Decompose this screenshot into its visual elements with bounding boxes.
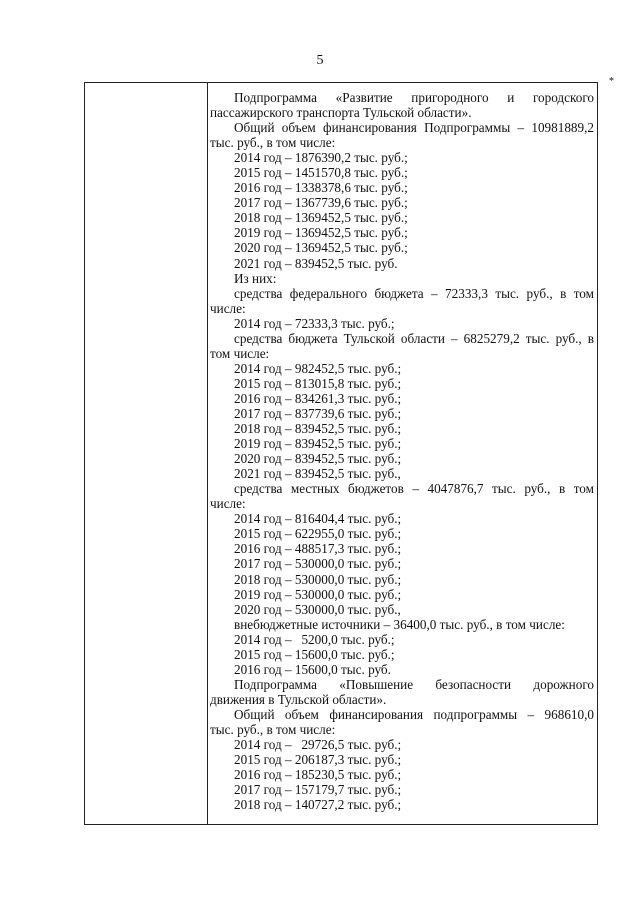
- text-line: тыс. руб., в том числе:: [210, 721, 336, 737]
- text-line: 2015 год – 813015,8 тыс. руб.;: [234, 375, 402, 391]
- text-line: 2016 год – 185230,5 тыс. руб.;: [234, 767, 402, 783]
- text-line: пассажирского транспорта Тульской области».: [210, 105, 472, 121]
- text-line: 2017 год – 157179,7 тыс. руб.;: [234, 782, 402, 798]
- text-line: 2021 год – 839452,5 тыс. руб.: [234, 255, 398, 271]
- text-line: 2019 год – 1369452,5 тыс. руб.;: [234, 225, 408, 241]
- text-line: 2018 год – 530000,0 тыс. руб.;: [234, 571, 402, 587]
- text-line: 2020 год – 1369452,5 тыс. руб.;: [234, 240, 408, 256]
- text-line: 2014 год – 1876390,2 тыс. руб.;: [234, 150, 408, 166]
- text-line: средства федерального бюджета – 72333,3 тыс. руб., в том: [234, 285, 594, 301]
- text-line: средства бюджета Тульской области – 6825279,2 тыс. руб., в: [234, 330, 594, 346]
- text-line: 2019 год – 530000,0 тыс. руб.;: [234, 586, 402, 602]
- text-line: 2016 год – 15600,0 тыс. руб.: [234, 661, 391, 677]
- text-line: Подпрограмма «Развитие пригородного и городского: [234, 90, 594, 105]
- text-line: 2018 год – 140727,2 тыс. руб.;: [234, 797, 402, 813]
- column-divider: [207, 83, 208, 824]
- text-line: 2014 год – 5200,0 тыс. руб.;: [234, 631, 395, 647]
- text-line: 2020 год – 530000,0 тыс. руб.,: [234, 601, 401, 617]
- text-line: 2014 год – 816404,4 тыс. руб.;: [234, 511, 402, 527]
- text-line: 2015 год – 15600,0 тыс. руб.;: [234, 646, 395, 662]
- text-line: 2017 год – 530000,0 тыс. руб.;: [234, 556, 402, 572]
- table-cell-text: [210, 90, 594, 812]
- text-line: 2021 год – 839452,5 тыс. руб.,: [234, 466, 401, 482]
- table-frame: [84, 82, 598, 825]
- text-line: 2016 год – 834261,3 тыс. руб.;: [234, 390, 402, 406]
- text-line: 2017 год – 1367739,6 тыс. руб.;: [234, 195, 408, 211]
- text-line: 2018 год – 1369452,5 тыс. руб.;: [234, 210, 408, 226]
- text-line: 2016 год – 1338378,6 тыс. руб.;: [234, 180, 408, 196]
- text-line: Общий объем финансирования Подпрограммы – 10981889,2: [234, 120, 594, 136]
- text-line: внебюджетные источники – 36400,0 тыс. руб., в том числе:: [234, 616, 565, 632]
- text-line: Общий объем финансирования подпрограммы – 968610,0: [234, 706, 594, 722]
- text-line: 2020 год – 839452,5 тыс. руб.;: [234, 451, 402, 467]
- text-line: 2014 год – 72333,3 тыс. руб.;: [234, 315, 395, 331]
- text-line: средства местных бюджетов – 4047876,7 тыс. руб., в том: [234, 481, 594, 497]
- text-line: 2014 год – 982452,5 тыс. руб.;: [234, 360, 402, 376]
- text-line: тыс. руб., в том числе:: [210, 135, 336, 151]
- text-line: 2018 год – 839452,5 тыс. руб.;: [234, 421, 402, 437]
- corner-mark: *: [609, 76, 614, 87]
- text-line: числе:: [210, 300, 246, 316]
- text-line: 2019 год – 839452,5 тыс. руб.;: [234, 436, 402, 452]
- text-line: Подпрограмма «Повышение безопасности дорожного: [234, 676, 594, 692]
- text-line: Из них:: [234, 270, 277, 286]
- page-number: 5: [316, 53, 324, 68]
- text-line: 2016 год – 488517,3 тыс. руб.;: [234, 541, 402, 557]
- text-line: том числе:: [210, 345, 270, 361]
- text-line: 2015 год – 622955,0 тыс. руб.;: [234, 526, 402, 542]
- text-line: 2015 год – 206187,3 тыс. руб.;: [234, 752, 402, 768]
- text-line: 2015 год – 1451570,8 тыс. руб.;: [234, 165, 408, 181]
- text-line: 2017 год – 837739,6 тыс. руб.;: [234, 405, 402, 421]
- text-line: числе:: [210, 496, 246, 512]
- text-line: движения в Тульской области».: [210, 691, 387, 707]
- text-line: 2014 год – 29726,5 тыс. руб.;: [234, 737, 402, 753]
